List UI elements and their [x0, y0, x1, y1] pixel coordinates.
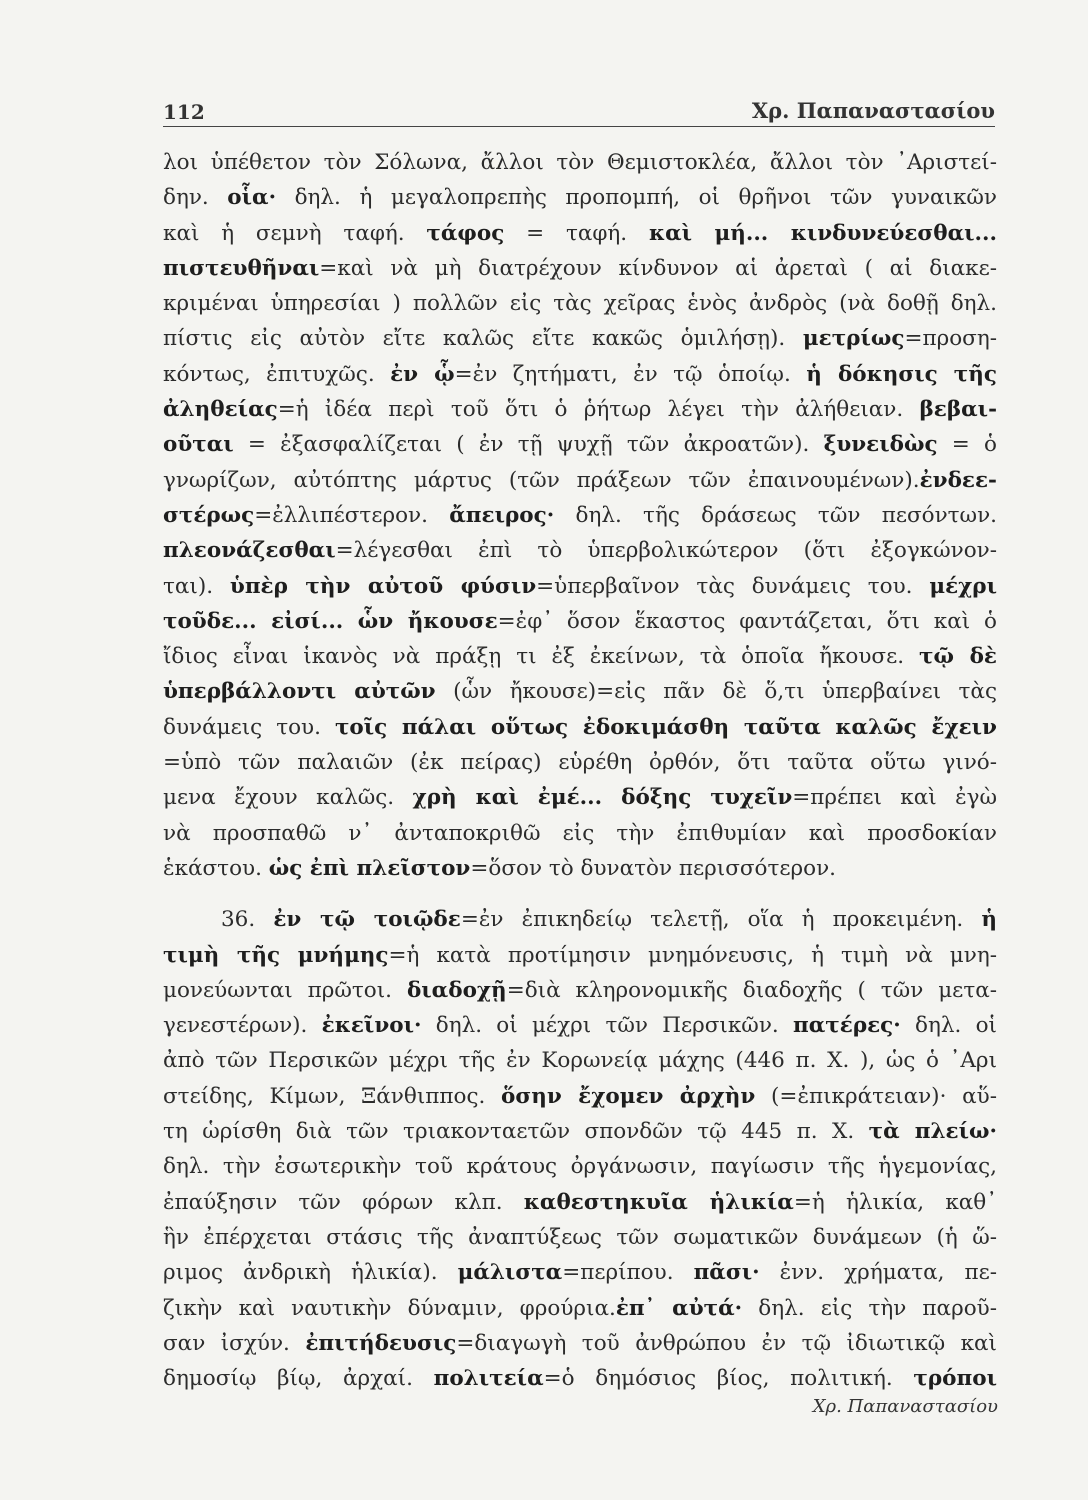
text-run: δηλ. τὴν ἐσωτερικὴν τοῦ κράτους ὀργάνωσιν, παγίωσιν τῆς ἡγεμονίας,	[163, 1154, 997, 1180]
text-run: =ἡ ἰδέα περὶ τοῦ ὅτι ὁ ῥήτωρ λέγει τὴν ἀλήθειαν.	[277, 397, 920, 423]
bold-term: ξυνειδὼς	[823, 432, 938, 458]
bold-term: πᾶσι·	[693, 1260, 760, 1286]
text-run: ζικὴν καὶ ναυτικὴν δύναμιν, φρούρια.	[163, 1295, 616, 1321]
text-line	[163, 216, 997, 251]
text-run: λοι ὑπέθετον τὸν Σόλωνα, ἄλλοι τὸν Θεμιστοκλέα, ἄλλοι τὸν ᾿Αριστεί-	[163, 150, 997, 175]
bold-term: οἷα·	[227, 185, 277, 211]
text-run: (=ἐπικράτειαν)· αὕ-	[755, 1083, 997, 1109]
text-line	[163, 1079, 997, 1114]
text-run: στείδης, Κίμων, Ξάνθιππος.	[163, 1083, 502, 1109]
bold-term: ἐπιτήδευσις	[305, 1330, 457, 1356]
bold-term: ἡ δόκησις τῆς	[806, 361, 997, 387]
bold-term: τοῖς πάλαι οὕτως ἐδοκιμάσθη ταῦτα καλῶς ἔχειν	[334, 714, 997, 740]
text-run: μονεύωνται πρῶτοι.	[163, 977, 407, 1003]
text-line	[163, 180, 997, 215]
text-line	[163, 938, 997, 973]
text-line	[163, 902, 997, 937]
text-run: =ἐν ἐπικηδείῳ τελετῇ, οἵα ἡ προκειμένη.	[460, 907, 982, 933]
bold-term: βεβαι-	[919, 397, 997, 423]
text-run: =διὰ κληρονομικῆς διαδοχῆς ( τῶν μετα-	[506, 977, 998, 1003]
bold-term: ἐκεῖνοι·	[321, 1013, 422, 1039]
text-run: καὶ ἡ σεμνὴ ταφή.	[163, 220, 427, 246]
text-run: κριμέναι ὑπηρεσίαι ) πολλῶν εἰς τὰς χεῖρας ἑνὸς ἀνδρὸς (νὰ δοθῇ δηλ.	[163, 291, 997, 317]
text-run: = ἐξασφαλίζεται ( ἐν τῇ ψυχῇ τῶν ἀκροατῶν).	[233, 432, 824, 458]
text-line	[163, 569, 997, 604]
text-run: ἴδιος εἶναι ἱκανὸς νὰ πράξῃ τι ἐξ ἐκείνων, τὰ ὁποῖα ἤκουσε.	[163, 644, 920, 670]
text-run: =ἐλλιπέστερον.	[254, 502, 450, 528]
text-run: ἐπαύξησιν τῶν φόρων κλπ.	[163, 1189, 524, 1215]
text-run: ἀπὸ τῶν Περσικῶν μέχρι τῆς ἐν Κορωνείᾳ μάχης (446 π. Χ. ), ὡς ὁ ᾿Αρι	[163, 1048, 997, 1074]
text-line	[163, 710, 997, 745]
text-line	[163, 1326, 997, 1361]
bold-term: ἐπ᾿ αὐτά·	[615, 1295, 743, 1321]
text-line	[163, 1008, 997, 1043]
text-run: =προση-	[904, 326, 997, 352]
bold-term: καθεστηκυῖα ἡλικία	[523, 1189, 794, 1215]
bold-term: ἐν τῷ τοιῷδε	[273, 907, 461, 933]
bold-term: ἡ	[981, 907, 997, 933]
bold-term: πλεονάζεσθαι	[163, 538, 336, 564]
text-line	[163, 1043, 997, 1078]
bold-term: τοῦδε... εἰσί... ὧν ἤκουσε	[163, 608, 498, 634]
text-run: γνωρίζων, αὐτόπτης μάρτυς (τῶν πράξεων τῶν ἐπαινουμένων).	[163, 467, 920, 493]
text-line	[163, 1185, 997, 1220]
bold-term: ὡς ἐπὶ πλεῖστον	[268, 855, 471, 881]
text-run: =ἡ ἡλικία, καθ᾿	[793, 1189, 997, 1215]
text-line	[163, 1291, 997, 1326]
page-header	[163, 92, 995, 127]
text-line	[163, 1114, 997, 1149]
bold-term: τιμὴ τῆς μνήμης	[163, 942, 389, 968]
text-run: δηλ. τῆς δράσεως τῶν πεσόντων.	[554, 502, 997, 528]
text-run: =ὑπὸ τῶν παλαιῶν (ἐκ πείρας) εὑρέθη ὀρθόν, ὅτι ταῦτα οὕτω γινό-	[163, 750, 997, 776]
text-line	[163, 1220, 997, 1255]
text-line	[163, 1361, 997, 1396]
text-line	[163, 145, 997, 180]
running-head: Χρ. Παπαναστασίου	[751, 98, 995, 123]
text-run: =πρέπει καὶ ἐγὼ	[792, 785, 997, 811]
text-run: =ἐν ζητήματι, ἐν τῷ ὁποίῳ.	[454, 361, 807, 387]
bold-term: πολιτεία	[433, 1366, 544, 1392]
text-run: δηλ. οἱ μέχρι τῶν Περσικῶν.	[421, 1013, 793, 1039]
bold-term: μάλιστα	[457, 1260, 563, 1286]
text-line	[163, 639, 997, 674]
text-line	[163, 674, 997, 709]
text-line	[163, 780, 997, 815]
text-run: ἑκάστου.	[163, 855, 269, 881]
text-line	[163, 1255, 997, 1290]
text-line	[163, 851, 997, 886]
page-number: 112	[163, 100, 205, 124]
bold-term: πατέρες·	[793, 1013, 901, 1039]
text-run: δην.	[163, 185, 228, 211]
bold-term: μέχρι	[929, 573, 997, 599]
text-run: =ὑπερβαῖνον τὰς δυνάμεις του.	[536, 573, 930, 599]
text-line	[163, 498, 997, 533]
bold-term: τὰ πλείω·	[868, 1119, 997, 1145]
text-line	[163, 463, 997, 498]
text-run: =λέγεσθαι ἐπὶ τὸ ὑπερβολικώτερον (ὅτι ἐξογκώνον-	[335, 538, 997, 564]
text-line	[163, 321, 997, 356]
text-line	[163, 816, 997, 851]
bold-term: τάφος	[426, 220, 505, 246]
text-line	[163, 427, 997, 462]
text-run: (ὧν ἤκουσε)=εἰς πᾶν δὲ ὅ,τι ὑπερβαίνει τὰς	[435, 679, 997, 705]
body-text	[163, 145, 997, 1396]
bold-term: ὅσην ἔχομεν ἀρχὴν	[501, 1083, 756, 1109]
text-run: =ἡ κατὰ προτίμησιν μνημόνευσις, ἡ τιμὴ νὰ μνη-	[388, 942, 997, 968]
text-run: γενεστέρων).	[163, 1013, 322, 1039]
text-run: δυνάμεις του.	[163, 714, 335, 740]
text-line	[163, 1149, 997, 1184]
text-run: σαν ἰσχύν.	[163, 1330, 306, 1356]
bold-term: ἀληθείας	[163, 397, 278, 423]
bold-term: χρὴ καὶ ἐμέ... δόξης τυχεῖν	[412, 785, 793, 811]
bold-term: τρόποι	[913, 1366, 997, 1392]
bold-term: στέρως	[163, 502, 255, 528]
bold-term: ὑπὲρ τὴν αὐτοῦ φύσιν	[229, 573, 537, 599]
text-run: μενα ἔχουν καλῶς.	[163, 785, 413, 811]
text-run: =περίπου.	[562, 1260, 694, 1286]
text-line	[163, 533, 997, 568]
text-run: 36.	[221, 907, 274, 933]
bold-term: πιστευθῆναι	[163, 255, 320, 281]
text-line	[163, 286, 997, 321]
text-line	[163, 973, 997, 1008]
text-run: =καὶ νὰ μὴ διατρέχουν κίνδυνον αἱ ἀρεταὶ ( αἱ διακε-	[319, 255, 997, 281]
text-run: ἣν ἐπέρχεται στάσις τῆς ἀναπτύξεως τῶν σωματικῶν δυνάμεων (ἡ ὥ-	[163, 1224, 997, 1250]
bold-term: τῷ δὲ	[919, 644, 997, 670]
text-run: νὰ προσπαθῶ ν᾿ ἀνταποκριθῶ εἰς τὴν ἐπιθυμίαν καὶ προσδοκίαν	[163, 820, 997, 846]
text-run: δηλ. εἰς τὴν παροῦ-	[742, 1295, 997, 1321]
text-run: ριμος ἀνδρικὴ ἡλικία).	[163, 1260, 458, 1286]
text-run: τη ὡρίσθη διὰ τῶν τριακονταετῶν σπονδῶν τῷ 445 π. Χ.	[163, 1119, 869, 1145]
bold-term: ἄπειρος·	[449, 502, 555, 528]
author-signature: Χρ. Παπαναστασίου	[812, 1396, 998, 1417]
text-line	[163, 251, 997, 286]
text-line	[163, 604, 997, 639]
text-run: ἐνν. χρήματα, πε-	[759, 1260, 997, 1286]
text-run: =διαγωγὴ τοῦ ἀνθρώπου ἐν τῷ ἰδιωτικῷ καὶ	[456, 1330, 997, 1356]
text-run: = ταφή.	[504, 220, 649, 246]
bold-term: καὶ μή... κινδυνεύεσθαι...	[648, 220, 998, 246]
bold-term: μετρίως	[802, 326, 905, 352]
bold-term: διαδοχῇ	[406, 977, 507, 1003]
text-run: κόντως, ἐπιτυχῶς.	[163, 361, 391, 387]
bold-term: ὑπερβάλλοντι αὐτῶν	[163, 679, 436, 705]
bold-term: ἐν ᾧ	[390, 361, 455, 387]
text-run: = ὁ	[937, 432, 997, 458]
text-line	[163, 357, 997, 392]
text-run: δημοσίῳ βίῳ, ἀρχαί.	[163, 1366, 434, 1392]
text-run: δηλ. οἱ	[900, 1013, 997, 1039]
text-run: =ὅσον τὸ δυνατὸν περισσότερον.	[470, 855, 837, 881]
text-run: =ὁ δημόσιος βίος, πολιτική.	[543, 1366, 914, 1392]
text-run: ται).	[163, 573, 230, 599]
text-run: =ἐφ᾿ ὅσον ἕκαστος φαντάζεται, ὅτι καὶ ὁ	[497, 608, 997, 634]
text-run: δηλ. ἡ μεγαλοπρεπὴς προπομπή, οἱ θρῆνοι τῶν γυναικῶν	[276, 185, 997, 211]
text-run: πίστις εἰς αὐτὸν εἴτε καλῶς εἴτε κακῶς ὁμιλήσῃ).	[163, 326, 803, 352]
text-line	[163, 745, 997, 780]
bold-term: ἐνδεε-	[919, 467, 997, 493]
bold-term: οῦται	[163, 432, 234, 458]
text-line	[163, 392, 997, 427]
